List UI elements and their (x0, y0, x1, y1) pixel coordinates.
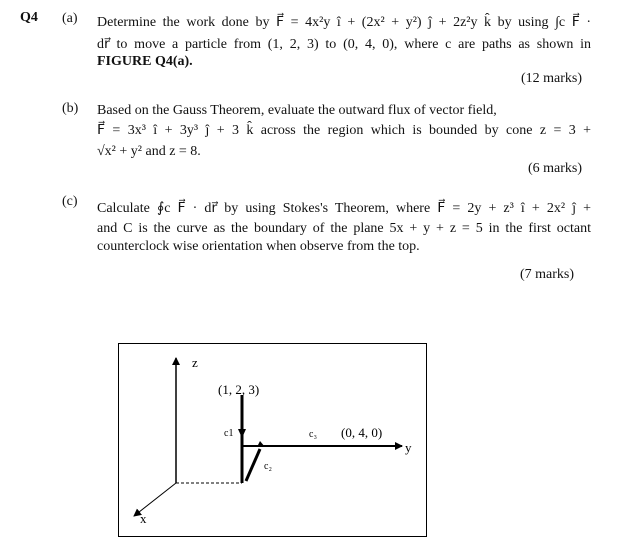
path-c2-line (246, 449, 260, 481)
part-c-label: (c) (62, 194, 78, 209)
part-b-line-1: Based on the Gauss Theorem, evaluate the outward flux of vector field, (97, 103, 497, 118)
path-c1-label: c1 (224, 428, 234, 439)
part-c-line-2: and C is the curve as the boundary of the plane 5x + y + z = 5 in the first octant (97, 221, 591, 236)
point-start-label: (1, 2, 3) (218, 382, 260, 397)
path-c3-label: c₃ (309, 429, 317, 440)
part-c-marks: (7 marks) (519, 267, 574, 282)
figure-frame (119, 344, 427, 537)
x-axis-label: x (140, 511, 147, 526)
question-number: Q4 (20, 10, 38, 25)
part-a-marks: (12 marks) (520, 71, 582, 86)
z-axis-label: z (192, 355, 198, 370)
point-end-label: (0, 4, 0) (341, 425, 383, 440)
path-c2-arrow (257, 441, 265, 447)
part-c-line-3: counterclock wise orientation when observe from the top. (97, 239, 420, 254)
part-b-label: (b) (62, 101, 79, 116)
part-a-label: (a) (62, 11, 78, 26)
part-a-figure-ref: FIGURE Q4(a). (97, 54, 193, 69)
part-b-line-2: F⃗ = 3x³ î + 3y³ ĵ + 3 k̂ across the region which is bounded by cone z = 3 + (97, 123, 591, 138)
y-axis-label: y (405, 440, 412, 455)
figure-q4a (118, 343, 428, 538)
path-c2-label: c₂ (264, 461, 272, 472)
part-a-line-1: Determine the work done by F⃗ = 4x²y î + (2x² + y²) ĵ + 2z²y k̂ by using ∫c F⃗ · (97, 15, 591, 30)
part-c-line-1: Calculate ∮c F⃗ · dr⃗ by using Stokes's Theorem, where F⃗ = 2y + z³ î + 2x² ĵ + (97, 201, 591, 216)
part-b-marks: (6 marks) (527, 161, 582, 176)
path-c1-arrow (238, 429, 246, 438)
part-a-line-2: dr⃗ to move a particle from (1, 2, 3) to (0, 4, 0), where c are paths as shown in (97, 37, 591, 52)
part-b-line-3: √x² + y² and z = 8. (97, 144, 201, 159)
